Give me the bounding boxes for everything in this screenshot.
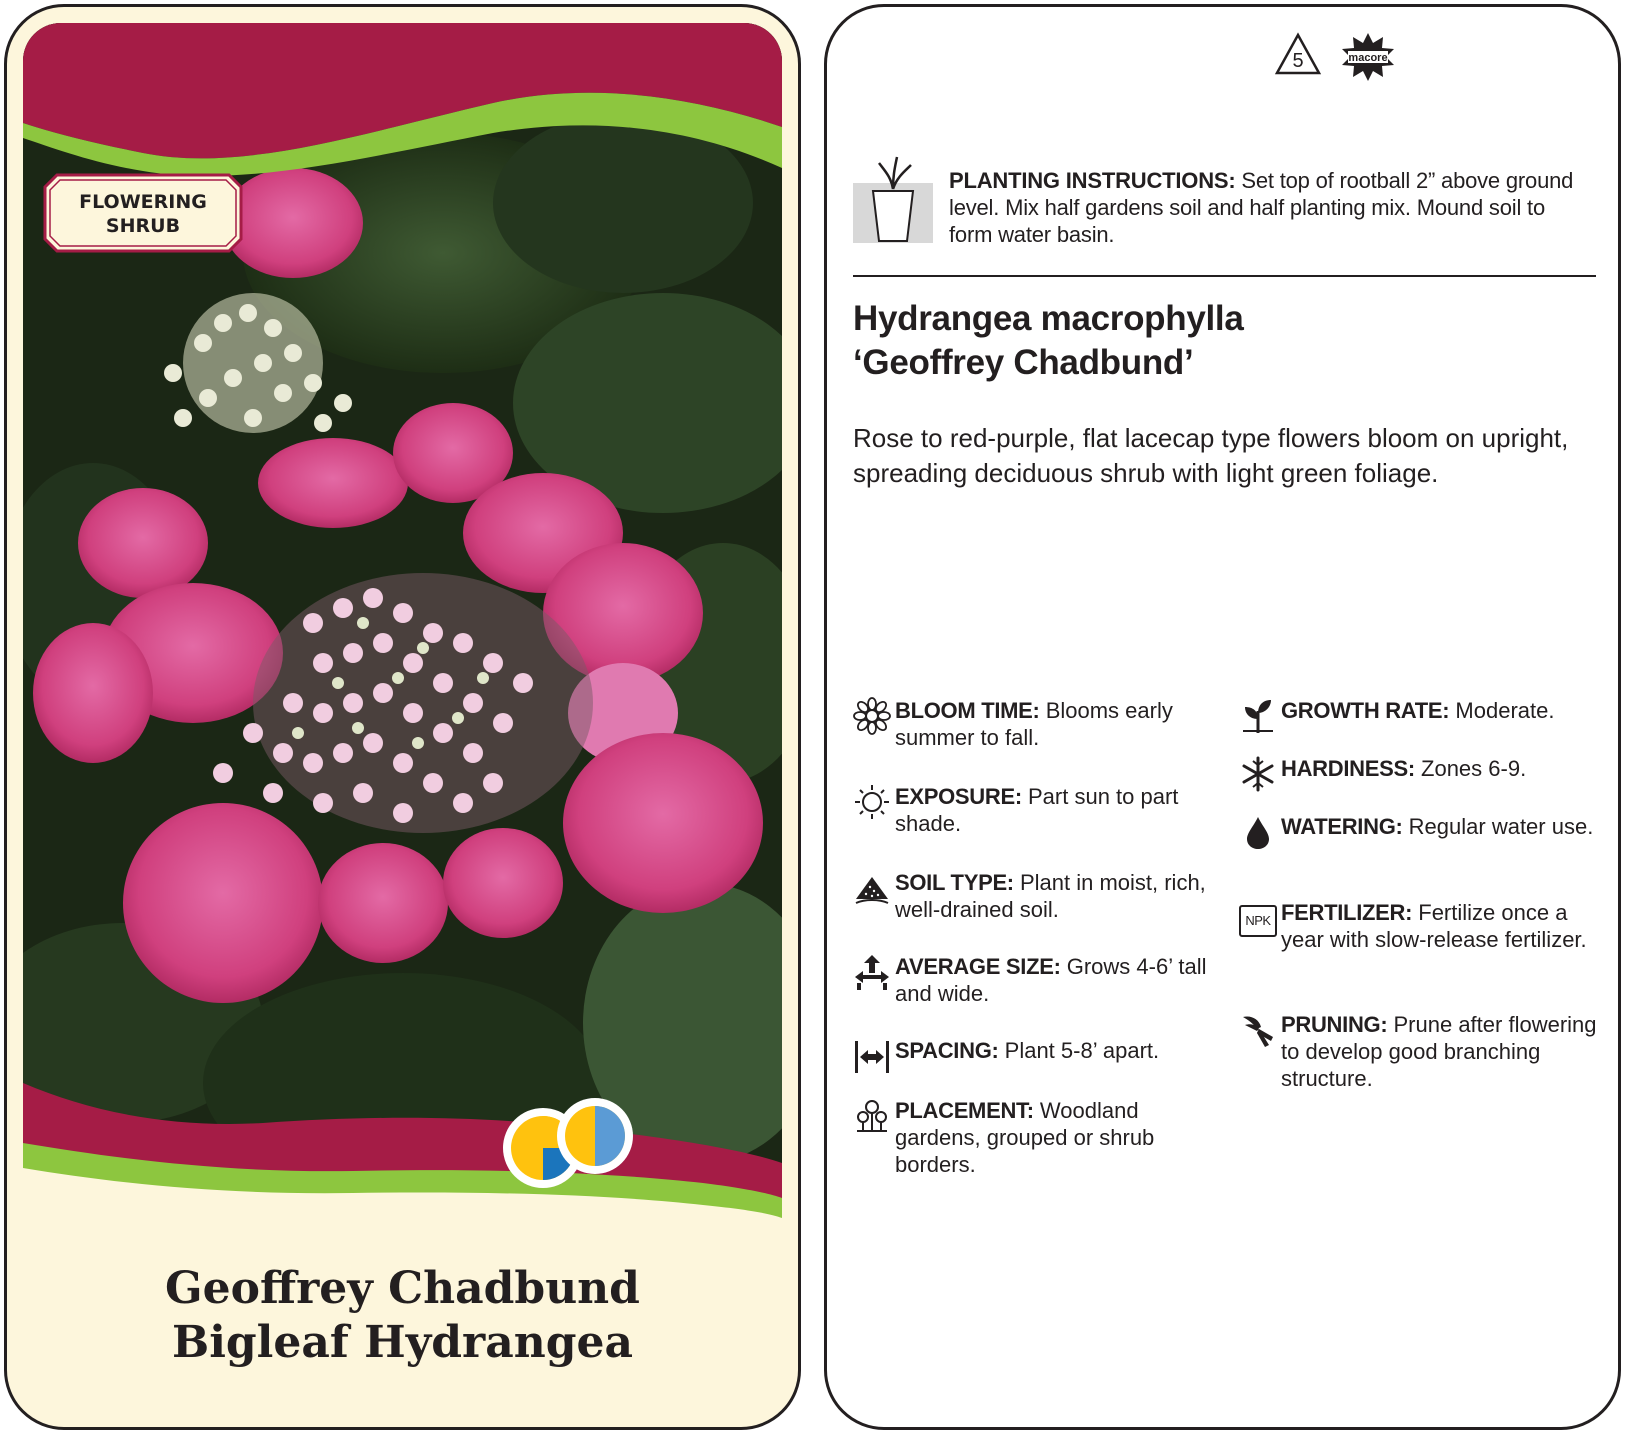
attr-text: Zones 6-9. bbox=[1414, 756, 1527, 781]
attr-text: Part sun to part shade. bbox=[895, 784, 1179, 836]
common-name-line-1: Geoffrey Chadbund bbox=[165, 1263, 640, 1314]
attr-text: Prune after flowering to develop good branching structure. bbox=[1281, 1012, 1597, 1091]
recycle-number: 5 bbox=[1292, 50, 1304, 72]
attr-text: Fertilize once a year with slow-release fertilizer. bbox=[1281, 900, 1587, 952]
attr-label: SOIL TYPE: bbox=[895, 870, 1014, 895]
attr-label: PLACEMENT: bbox=[895, 1098, 1034, 1123]
common-name bbox=[7, 1262, 798, 1370]
part-shade-icon bbox=[557, 1098, 633, 1174]
attr-text: Woodland gardens, grouped or shrub borders. bbox=[895, 1098, 1155, 1177]
attr-label: EXPOSURE: bbox=[895, 784, 1022, 809]
attr-text: Plant 5-8’ apart. bbox=[998, 1038, 1160, 1063]
attr-label: AVERAGE SIZE: bbox=[895, 954, 1061, 979]
attr-text: Plant in moist, rich, well-drained soil. bbox=[895, 870, 1206, 922]
attr-label: BLOOM TIME: bbox=[895, 698, 1040, 723]
recycle-logos bbox=[1273, 29, 1423, 94]
recycle-5-icon bbox=[1277, 35, 1319, 73]
snowflake-icon bbox=[1239, 755, 1277, 793]
size-icon bbox=[853, 953, 891, 991]
attr-label: SPACING: bbox=[895, 1038, 999, 1063]
category-badge bbox=[43, 173, 243, 253]
attr-text: Moderate. bbox=[1449, 698, 1555, 723]
attr-label: GROWTH RATE: bbox=[1281, 698, 1450, 723]
planting-pot-icon bbox=[853, 153, 933, 258]
flower-icon bbox=[853, 697, 891, 735]
macore-logo bbox=[1342, 33, 1394, 81]
water-drop-icon bbox=[1239, 813, 1277, 851]
botanical-line-1: Hydrangea macrophylla bbox=[853, 299, 1244, 338]
placement-icon bbox=[853, 1097, 891, 1135]
attr-label: HARDINESS: bbox=[1281, 756, 1415, 781]
spacing-icon bbox=[853, 1037, 891, 1075]
growth-icon bbox=[1239, 697, 1277, 735]
pruners-icon bbox=[1239, 1011, 1277, 1049]
npk-icon-text: NPK bbox=[1245, 913, 1271, 928]
common-name-line-2: Bigleaf Hydrangea bbox=[172, 1317, 633, 1368]
npk-icon bbox=[1239, 905, 1277, 937]
attr-text: Grows 4-6’ tall and wide. bbox=[895, 954, 1207, 1006]
macore-brand: macore bbox=[1348, 52, 1388, 64]
botanical-line-2: ‘Geoffrey Chadbund’ bbox=[853, 343, 1194, 382]
planting-instructions bbox=[949, 167, 1589, 248]
front-card bbox=[4, 4, 801, 1430]
badge-line-1: FLOWERING bbox=[79, 191, 207, 213]
attr-text: Blooms early summer to fall. bbox=[895, 698, 1173, 750]
planting-body: Set top of rootball 2” above ground level. Mix half gardens soil and half planting mix. Mound soil to form water basin. bbox=[949, 168, 1574, 247]
back-card bbox=[824, 4, 1621, 1430]
attr-label: PRUNING: bbox=[1281, 1012, 1388, 1037]
sun-exposure-icons bbox=[497, 1092, 637, 1197]
sun-icon bbox=[853, 783, 891, 821]
badge-line-2: SHRUB bbox=[105, 215, 181, 237]
divider bbox=[853, 275, 1596, 277]
botanical-name bbox=[853, 297, 1593, 385]
attr-label: WATERING: bbox=[1281, 814, 1403, 839]
soil-icon bbox=[853, 869, 891, 907]
attr-label: FERTILIZER: bbox=[1281, 900, 1413, 925]
plant-description: Rose to red-purple, flat lacecap type flowers bloom on upright, spreading deciduous shrub with light green foliage. bbox=[853, 423, 1569, 488]
attr-text: Regular water use. bbox=[1402, 814, 1594, 839]
planting-label: PLANTING INSTRUCTIONS: bbox=[949, 168, 1236, 193]
